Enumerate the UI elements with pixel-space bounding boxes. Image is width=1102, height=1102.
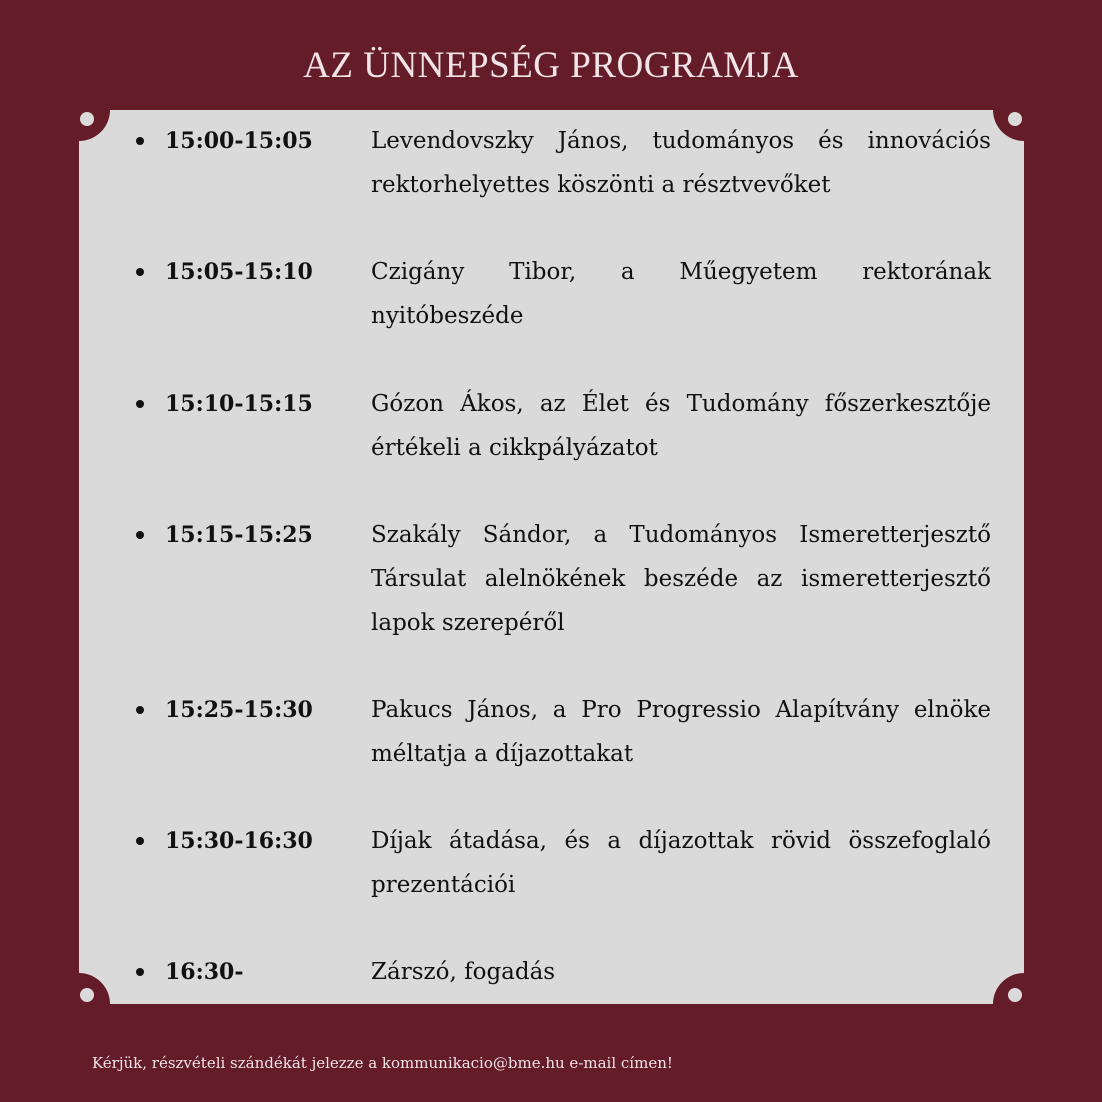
program-description: Zárszó, fogadás [371,959,556,985]
corner-dot-icon [80,112,94,126]
footer-note: Kérjük, részvételi szándékát jelezze a kommunikacio@bme.hu e-mail címen! [92,1054,673,1072]
panel-corner-top-right [993,79,1055,141]
program-time: 15:10-15:15 [165,391,313,417]
bullet-icon [136,137,144,145]
bullet-icon [136,837,144,845]
program-time: 15:00-15:05 [165,128,313,154]
program-panel [79,110,1024,1004]
program-time: 15:05-15:10 [165,259,313,285]
program-description: Czigány Tibor, a Műegyetem rektorának nyitóbeszéde [371,259,991,329]
program-description: Gózon Ákos, az Élet és Tudomány főszerkesztője értékeli a cikkpályázatot [371,391,991,461]
program-description: Pakucs János, a Pro Progressio Alapítvány elnöke méltatja a díjazottakat [371,697,991,767]
program-time: 16:30- [165,959,244,985]
panel-corner-bottom-left [48,973,110,1035]
panel-corner-bottom-right [993,973,1055,1035]
bullet-icon [136,400,144,408]
bullet-icon [136,531,144,539]
panel-corner-top-left [48,79,110,141]
program-description: Szakály Sándor, a Tudományos Ismeretterjesztő Társulat alelnökének beszéde az ismeretterjesztő lapok szerepéről [371,522,991,636]
bullet-icon [136,968,144,976]
bullet-icon [136,706,144,714]
page-title: AZ ÜNNEPSÉG PROGRAMJA [303,45,799,86]
program-description: Levendovszky János, tudományos és innovációs rektorhelyettes köszönti a résztvevőket [371,128,991,198]
corner-dot-icon [1008,988,1022,1002]
bullet-icon [136,268,144,276]
program-description: Díjak átadása, és a díjazottak rövid összefoglaló prezentációi [371,828,991,898]
corner-dot-icon [1008,112,1022,126]
program-time: 15:15-15:25 [165,522,313,548]
corner-dot-icon [80,988,94,1002]
program-time: 15:30-16:30 [165,828,313,854]
program-time: 15:25-15:30 [165,697,313,723]
